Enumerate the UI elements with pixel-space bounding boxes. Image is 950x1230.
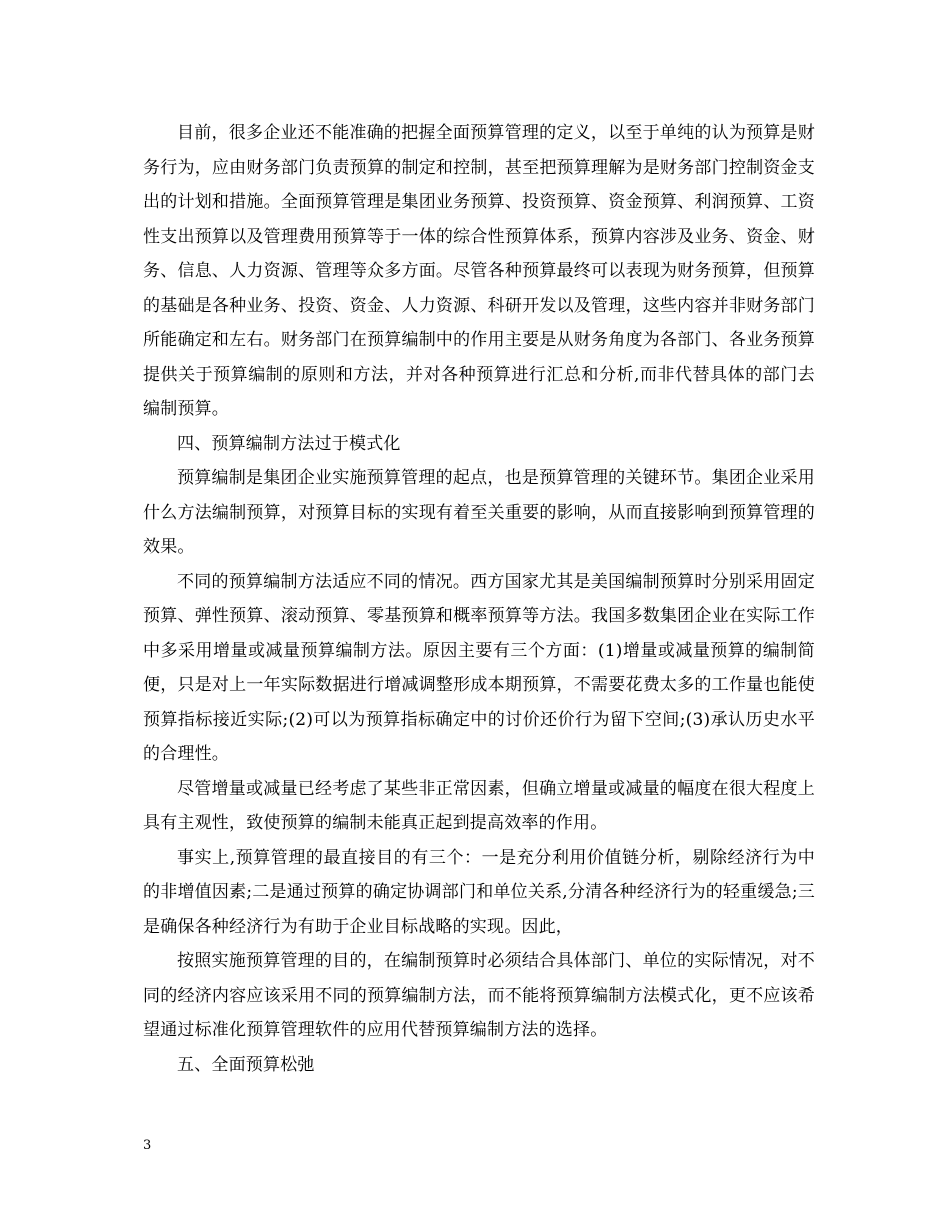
paragraph: 按照实施预算管理的目的，在编制预算时必须结合具体部门、单位的实际情况，对不同的经济内容应该采用不同的预算编制方法，而不能将预算编制方法模式化，更不应该希望通过标准化预算管理软件的应用代替预算编制方法的选择。 xyxy=(143,951,815,1040)
page-number: 3 xyxy=(143,1138,152,1153)
paragraph: 预算编制是集团企业实施预算管理的起点，也是预算管理的关键环节。集团企业采用什么方法编制预算，对预算目标的实现有着至关重要的影响，从而直接影响到预算管理的效果。 xyxy=(143,468,815,557)
paragraph: 事实上,预算管理的最直接目的有三个：一是充分利用价值链分析，剔除经济行为中的非增值因素;二是通过预算的确定协调部门和单位关系,分清各种经济行为的轻重缓急;三是确保各种经济行为有助于企业目标战略的实现。因此， xyxy=(143,847,815,937)
paragraph: 不同的预算编制方法适应不同的情况。西方国家尤其是美国编制预算时分别采用固定预算、弹性预算、滚动预算、零基预算和概率预算等方法。我国多数集团企业在实际工作中多采用增量或减量预算编制方法。原因主要有三个方面：(1)增量或减量预算的编制简便，只是对上一年实际数据进行增减调整形成本期预算，不需要花费太多的工作量也能使预算指标接近实际;(2)可以为预算指标确定中的讨价还价行为留下空间;(3)承认历史水平的合理性。 xyxy=(143,571,815,764)
paragraph: 目前，很多企业还不能准确的把握全面预算管理的定义，以至于单纯的认为预算是财务行为，应由财务部门负责预算的制定和控制，甚至把预算理解为是财务部门控制资金支出的计划和措施。全面预算管理是集团业务预算、投资预算、资金预算、利润预算、工资性支出预算以及管理费用预算等于一体的综合性预算体系，预算内容涉及业务、资金、财务、信息、人力资源、管理等众多方面。尽管各种预算最终可以表现为财务预算，但预算的基础是各种业务、投资、资金、人力资源、科研开发以及管理，这些内容并非财务部门所能确定和左右。财务部门在预算编制中的作用主要是从财务角度为各部门、各业务预算提供关于预算编制的原则和方法，并对各种预算进行汇总和分析,而非代替具体的部门去编制预算。 xyxy=(143,123,815,419)
paragraph: 尽管增量或减量已经考虑了某些非正常因素，但确立增量或减量的幅度在很大程度上具有主观性，致使预算的编制未能真正起到提高效率的作用。 xyxy=(143,778,815,833)
section-heading: 四、预算编制方法过于模式化 xyxy=(177,433,401,454)
section-heading: 五、全面预算松弛 xyxy=(177,1054,315,1075)
page-body xyxy=(143,116,815,1082)
